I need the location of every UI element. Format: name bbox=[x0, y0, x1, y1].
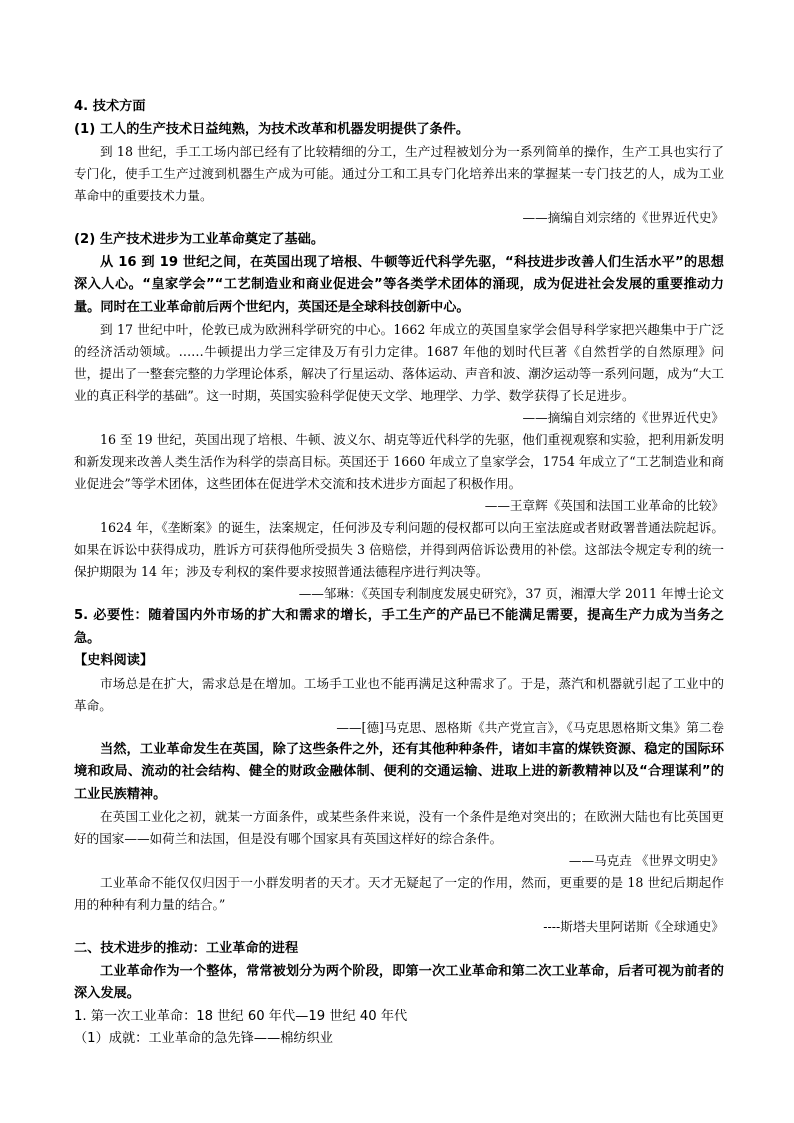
section-4-2-paragraph-2-source: ——摘编自刘宗绪的《世界近代史》 bbox=[522, 410, 724, 425]
section-2-text: 工业革命作为一个整体，常常被划分为两个阶段，即第一次工业革命和第二次工业革命，后者可视为前者的深入发展。 bbox=[74, 963, 724, 1001]
reading-paragraph-3: 在英国工业化之初，就某一方面条件，或某些条件来说，没有一个条件是绝对突出的；在欧洲大陆也有比英国更好的国家——如荷兰和法国，但是没有哪个国家具有英国这样好的综合条件。 bbox=[74, 809, 724, 846]
reading-paragraph-4: 工业革命不能仅仅归因于一小群发明者的天才。天才无疑起了一定的作用，然而，更重要的是 18 世纪后期起作用的种种有利力量的结合。” bbox=[74, 875, 724, 912]
section-4-2-paragraph-2: 到 17 世纪中叶，伦敦已成为欧洲科学研究的中心。1662 年成立的英国皇家学会倡导科学家把兴趣集中于广泛的经济活动领域。……牛顿提出力学三定律及万有引力定律。1687 年他的划时代巨著《自然哲学的自然原理》问世，提出了一整套完整的力学理论体系，解决了行星运动、落体运动、声音和波、潮汐运动等一系列问题，成为“大工业的真正科学的基础”。这一时期，英国实验科学促使天文学、地理学、力学、数学获得了长足进步。 bbox=[74, 322, 724, 403]
section-4-2-paragraph-4: 1624 年，《垄断案》的诞生，法案规定，任何涉及专利问题的侵权都可以向王室法庭或者财政署普通法院起诉。如果在诉讼中获得成功，胜诉方可获得他所受损失 3 倍赔偿，并得到两倍诉讼费用的补偿。这部法令规定专利的统一保护期限为 14 年；涉及专利权的案件要求按照普通法德程序进行判决等。 bbox=[74, 520, 724, 579]
reading-paragraph-2: 当然，工业革命发生在英国，除了这些条件之外，还有其他种种条件，诸如丰富的煤铁资源、稳定的国际环境和政局、流动的社会结构、健全的财政金融体制、便利的交通运输、进取上进的新教精神以及“合理谋利”的工业民族精神。 bbox=[74, 741, 724, 802]
section-4-title: 4. 技术方面 bbox=[74, 99, 146, 114]
section-4-1-heading: (1) 工人的生产技术日益纯熟，为技术改革和机器发明提供了条件。 bbox=[74, 121, 470, 137]
section-4-1-text: 到 18 世纪，手工工场内部已经有了比较精细的分工，生产过程被划分为一系列简单的操作，生产工具也实行了专门化，使手工生产过渡到机器生产成为可能。通过分工和工具专门化培养出来的掌握某一专门技艺的人，成为工业革命中的重要技术力量。 bbox=[74, 144, 724, 203]
section-2-title: 二、技术进步的推动：工业革命的进程 bbox=[74, 941, 299, 956]
section-4-2-paragraph-3: 16 至 19 世纪，英国出现了培根、牛顿、波义尔、胡克等近代科学的先驱，他们重视观察和实验，把利用新发明和新发现来改善人类生活作为科学的崇高目标。英国还于 1660 年成立了皇家学会，1754 年成立了“工艺制造业和商业促进会”等学术团体，这些团体在促进学术交流和技术进步方面起了积极作用。 bbox=[74, 432, 724, 491]
section-2-1-heading: 1. 第一次工业革命：18 世纪 60 年代—19 世纪 40 年代 bbox=[74, 1008, 408, 1024]
reading-paragraph-1: 市场总是在扩大，需求总是在增加。工场手工业也不能再满足这种需求了。于是，蒸汽和机器就引起了工业中的革命。 bbox=[74, 675, 724, 713]
section-2-1-1-heading: （1）成就：工业革命的急先锋——棉纺织业 bbox=[74, 1031, 333, 1046]
section-5-text: 5. 必要性：随着国内外市场的扩大和需求的增长，手工生产的产品已不能满足需要，提高生产力成为当务之急。 bbox=[74, 608, 724, 646]
section-4-2-heading: (2) 生产技术进步为工业革命奠定了基础。 bbox=[74, 232, 325, 247]
section-4-2-paragraph-4-source: ——邹琳：《英国专利制度发展史研究》，37 页，湘潭大学 2011 年博士论文 bbox=[298, 586, 724, 601]
section-4-1-source: ——摘编自刘宗绪的《世界近代史》 bbox=[522, 210, 724, 225]
reading-paragraph-3-source: ——马克垚 《世界文明史》 bbox=[568, 853, 724, 868]
section-4-2-paragraph-3-source: ——王章辉《英国和法国工业革命的比较》 bbox=[484, 498, 724, 513]
reading-paragraph-4-source: ----斯塔夫里阿诺斯《全球通史》 bbox=[543, 919, 724, 934]
reading-paragraph-1-source: ——[德]马克思、恩格斯《共产党宣言》，《马克思恩格斯文集》第二卷 bbox=[336, 719, 724, 735]
document-page bbox=[74, 96, 724, 1051]
reading-heading: 【史料阅读】 bbox=[74, 653, 154, 668]
section-4-2-paragraph-1: 从 16 到 19 世纪之间，在英国出现了培根、牛顿等近代科学先驱，“科技进步改善人们生活水平”的思想深入人心。“皇家学会”“工艺制造业和商业促进会”等各类学术团体的涌现，成为促进社会发展的重要推动力量。同时在工业革命前后两个世纪内，英国还是全球科技创新中心。 bbox=[74, 254, 724, 315]
